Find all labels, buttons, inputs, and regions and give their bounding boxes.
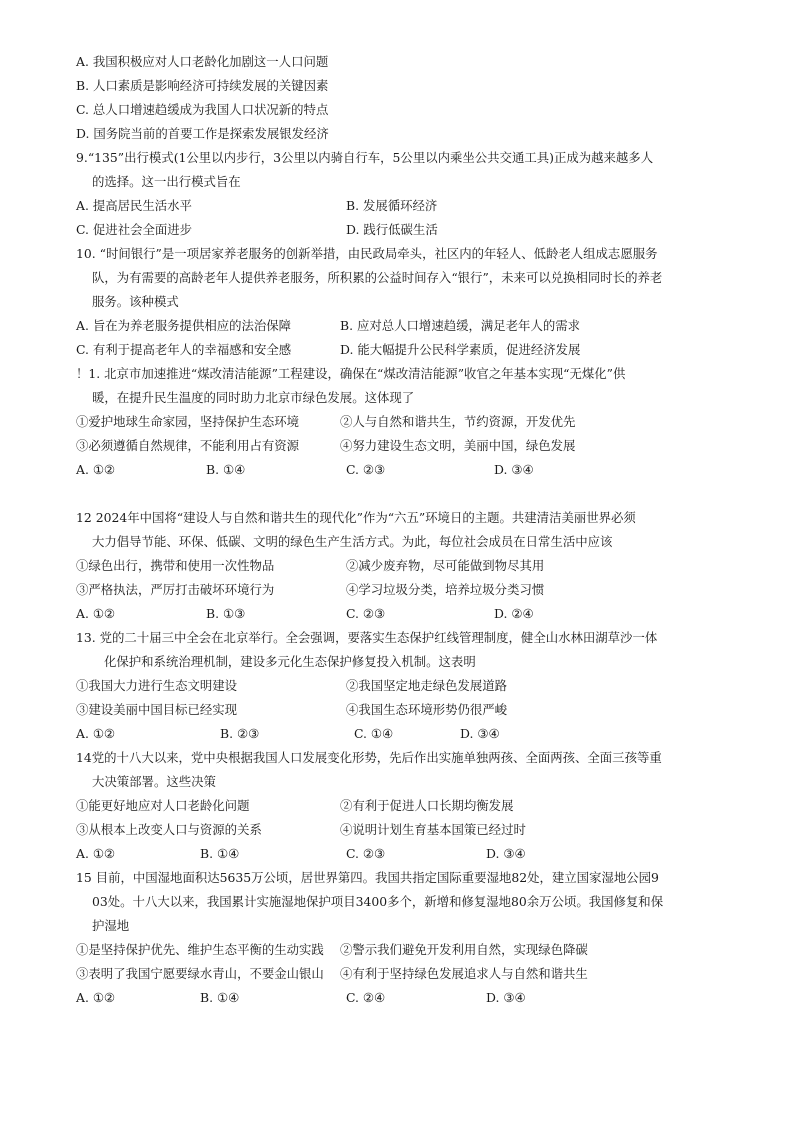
q11-statement-1: ①爱护地球生命家园，坚持保护生态环境 <box>76 414 300 429</box>
q12-option-d: D. ②④ <box>494 606 534 621</box>
q14-option-c: C. ②③ <box>346 846 386 861</box>
q11-option-c: C. ②③ <box>346 462 386 477</box>
q15-statement-1: ①是坚持保护优先、维护生态平衡的生动实践 <box>76 942 324 957</box>
q13-stem-line2: 化保护和系统治理机制，建设多元化生态保护修复投入机制。这表明 <box>104 654 476 669</box>
q9-option-a: A. 提高居民生活水平 <box>76 198 192 213</box>
q14-statement-3: ③从根本上改变人口与资源的关系 <box>76 822 262 837</box>
q14-option-b: B. ①④ <box>200 846 240 861</box>
q10-stem-line3: 服务。该种模式 <box>92 294 179 309</box>
q12-option-b: B. ①③ <box>206 606 246 621</box>
q8-option-d: D. 国务院当前的首要工作是探索发展银发经济 <box>76 126 329 141</box>
q10-option-b: B. 应对总人口增速趋缓，满足老年人的需求 <box>340 318 581 333</box>
q15-statement-4: ④有利于坚持绿色发展追求人与自然和谐共生 <box>340 966 588 981</box>
q15-stem-line3: 护湿地 <box>92 918 130 933</box>
q12-statement-1: ①绿色出行，携带和使用一次性物品 <box>76 558 275 573</box>
q8-option-a: A. 我国积极应对人口老龄化加剧这一人口问题 <box>76 54 329 69</box>
q11-option-a: A. ①② <box>76 462 116 477</box>
q12-stem-line1: 12 2024年中国将“建设人与自然和谐共生的现代化”作为“六五”环境日的主题。共建清洁美丽世界必须 <box>76 510 636 525</box>
q14-stem-line2: 大决策部署。这些决策 <box>92 774 216 789</box>
q15-option-a: A. ①② <box>76 990 116 1005</box>
q10-option-a: A. 旨在为养老服务提供相应的法治保障 <box>76 318 292 333</box>
q14-statement-4: ④说明计划生育基本国策已经过时 <box>340 822 526 837</box>
q10-option-c: C. 有利于提高老年人的幸福感和安全感 <box>76 342 292 357</box>
q12-statement-2: ②减少废弃物，尽可能做到物尽其用 <box>346 558 545 573</box>
q13-statement-3: ③建设美丽中国目标已经实现 <box>76 702 238 717</box>
q14-option-a: A. ①② <box>76 846 116 861</box>
q12-stem-line2: 大力倡导节能、环保、低碳、文明的绿色生产生活方式。为此，每位社会成员在日常生活中应该 <box>92 534 613 549</box>
q13-statement-2: ②我国坚定地走绿色发展道路 <box>346 678 508 693</box>
q15-option-c: C. ②④ <box>346 990 386 1005</box>
q11-statement-3: ③必须遵循自然规律，不能利用占有资源 <box>76 438 300 453</box>
q13-option-d: D. ③④ <box>460 726 500 741</box>
q8-option-c: C. 总人口增速趋缓成为我国人口状况新的特点 <box>76 102 329 117</box>
q14-statement-2: ②有利于促进人口长期均衡发展 <box>340 798 514 813</box>
q14-option-d: D. ③④ <box>486 846 526 861</box>
q11-stem-line1: ！1. 北京市加速推进“煤改清洁能源”工程建设，确保在“煤改清洁能源”收官之年基本实现“无煤化”供 <box>76 366 626 381</box>
q15-option-d: D. ③④ <box>486 990 526 1005</box>
q10-stem-line1: 10. “时间银行”是一项居家养老服务的创新举措，由民政局牵头，社区内的年轻人、低龄老人组成志愿服务 <box>76 246 658 261</box>
q9-stem-line1: 9.“135”出行模式(1公里以内步行，3公里以内骑自行车，5公里以内乘坐公共交通工具)正成为越来越多人 <box>76 150 654 165</box>
q12-option-c: C. ②③ <box>346 606 386 621</box>
q14-stem-line1: 14党的十八大以来，党中央根据我国人口发展变化形势，先后作出实施单独两孩、全面两孩、全面三孩等重 <box>76 750 662 765</box>
q13-option-a: A. ①② <box>76 726 116 741</box>
q12-option-a: A. ①② <box>76 606 116 621</box>
q10-stem-line2: 队，为有需要的高龄老年人提供养老服务，所积累的公益时间存入“银行”，未来可以兑换相同时长的养老 <box>92 270 663 285</box>
q13-statement-4: ④我国生态环境形势仍很严峻 <box>346 702 508 717</box>
q11-stem-line2: 暖，在提升民生温度的同时助力北京市绿色发展。这体现了 <box>92 390 415 405</box>
q15-statement-3: ③表明了我国宁愿要绿水青山，不要金山银山 <box>76 966 324 981</box>
q11-statement-2: ②人与自然和谐共生，节约资源，开发优先 <box>340 414 576 429</box>
q9-option-b: B. 发展循环经济 <box>346 198 438 213</box>
q15-statement-2: ②警示我们避免开发利用自然，实现绿色降碳 <box>340 942 588 957</box>
q9-option-c: C. 促进社会全面进步 <box>76 222 193 237</box>
q9-stem-line2: 的选择。这一出行模式旨在 <box>92 174 241 189</box>
q15-option-b: B. ①④ <box>200 990 240 1005</box>
q11-option-b: B. ①④ <box>206 462 246 477</box>
q11-statement-4: ④努力建设生态文明，美丽中国，绿色发展 <box>340 438 576 453</box>
q13-option-c: C. ①④ <box>354 726 394 741</box>
q15-stem-line1: 15 目前，中国湿地面积达5635万公顷，居世界第四。我国共指定国际重要湿地82处，建立国家湿地公园9 <box>76 870 659 885</box>
q12-statement-4: ④学习垃圾分类，培养垃圾分类习惯 <box>346 582 545 597</box>
q14-statement-1: ①能更好地应对人口老龄化问题 <box>76 798 250 813</box>
q12-statement-3: ③严格执法，严厉打击破坏环境行为 <box>76 582 275 597</box>
q15-stem-line2: 03处。十八大以来，我国累计实施湿地保护项目3400多个，新增和修复湿地80余万公顷。我国修复和保 <box>92 894 664 909</box>
q9-option-d: D. 践行低碳生活 <box>346 222 438 237</box>
q13-option-b: B. ②③ <box>220 726 260 741</box>
q13-stem-line1: 13. 党的二十届三中全会在北京举行。全会强调，要落实生态保护红线管理制度，健全山水林田湖草沙一体 <box>76 630 658 645</box>
q11-option-d: D. ③④ <box>494 462 534 477</box>
q13-statement-1: ①我国大力进行生态文明建设 <box>76 678 238 693</box>
q8-option-b: B. 人口素质是影响经济可持续发展的关键因素 <box>76 78 329 93</box>
q10-option-d: D. 能大幅提升公民科学素质，促进经济发展 <box>340 342 581 357</box>
